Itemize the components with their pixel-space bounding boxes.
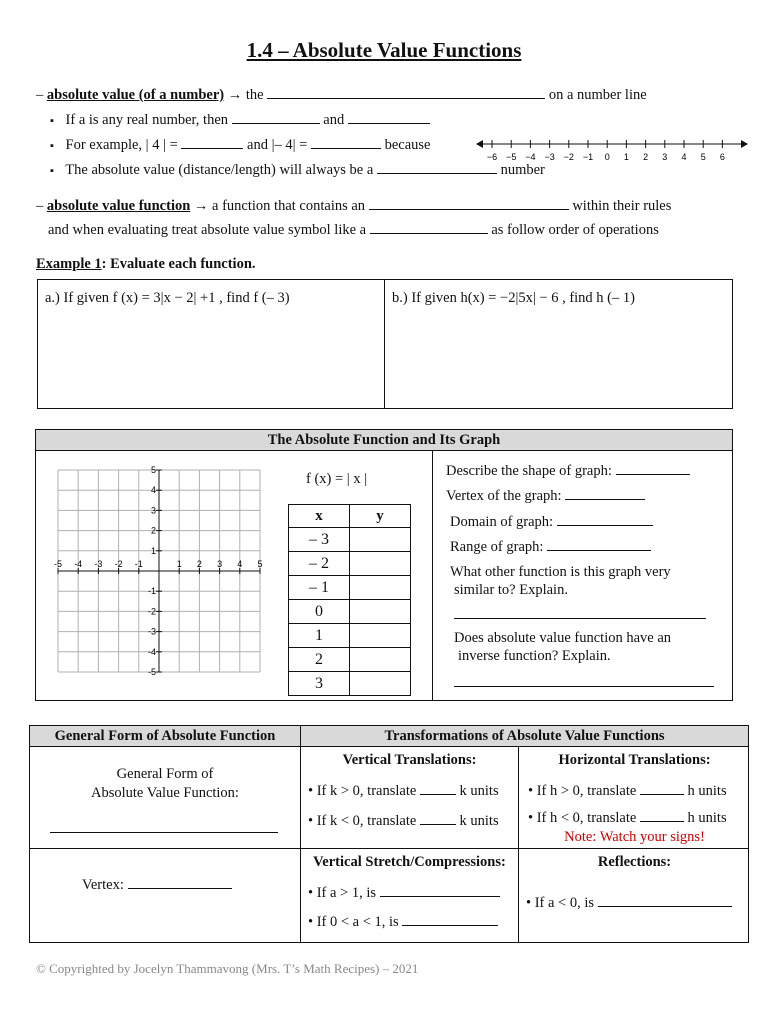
example-1a-prompt: a.) If given f (x) = 3|x − 2| +1 , find f (– 3): [45, 290, 290, 306]
vertical-translations-title: Vertical Translations:: [342, 752, 477, 768]
y-axis-label: 2: [150, 525, 156, 536]
answer-blank[interactable]: [311, 136, 381, 149]
signs-note: Note: Watch your signs!: [564, 829, 705, 845]
number-line-label: 3: [662, 152, 668, 162]
number-line-label: −2: [563, 152, 574, 162]
x-axis-label: -3: [94, 559, 103, 569]
term-absolute-value: absolute value (of a number): [46, 87, 225, 103]
x-value-cell: 3: [289, 672, 350, 696]
answer-blank[interactable]: [370, 221, 488, 234]
y-axis-label: 4: [150, 485, 156, 496]
y-value-cell[interactable]: [350, 600, 411, 624]
table-row: [289, 672, 411, 696]
reflection-rule: • If a < 0, is: [526, 894, 732, 912]
answer-blank[interactable]: [267, 86, 545, 99]
x-value-cell: 2: [289, 648, 350, 672]
y-axis-label: -1: [147, 586, 156, 597]
page-title: 1.4 – Absolute Value Functions: [246, 38, 522, 62]
x-value-cell: – 1: [289, 576, 350, 600]
vs-rule-1: • If a > 1, is: [308, 884, 500, 902]
xy-table: [288, 504, 411, 696]
arrow-right-icon: [741, 140, 748, 148]
x-axis-label: 4: [237, 559, 243, 569]
answer-blank[interactable]: [565, 487, 645, 500]
example-1b-prompt: b.) If given h(x) = −2|5x| − 6 , find h (– 1): [392, 290, 635, 306]
transformations-section: [29, 725, 749, 943]
x-value-cell: – 2: [289, 552, 350, 576]
graph-section-header: The Absolute Function and Its Graph: [36, 430, 732, 451]
answer-line[interactable]: [454, 606, 706, 619]
answer-blank[interactable]: [380, 884, 500, 897]
x-axis-label: 3: [217, 559, 223, 569]
vertical-stretch-title: Vertical Stretch/Compressions:: [313, 854, 506, 870]
x-axis-label: 5: [257, 559, 263, 569]
y-axis-label: -5: [147, 667, 156, 677]
answer-blank[interactable]: [181, 136, 243, 149]
copyright-footer: © Copyrighted by Jocelyn Thammavong (Mrs. T’s Math Recipes) – 2021: [36, 961, 419, 976]
answer-blank[interactable]: [402, 913, 498, 926]
answer-blank[interactable]: [232, 111, 320, 124]
answer-blank[interactable]: [369, 197, 569, 210]
abs-function-definition: – absolute value function → a function that contains an within their rules: [36, 198, 672, 214]
answer-blank[interactable]: [616, 462, 690, 475]
ht-rule-2: • If h < 0, translate h units: [528, 810, 727, 826]
answer-blank[interactable]: [348, 111, 430, 124]
number-line-label: −4: [525, 152, 536, 162]
number-line: [476, 134, 748, 164]
work-area-a[interactable]: [40, 314, 380, 406]
bullet-item: ▪ The absolute value (distance/length) will always be a number: [50, 161, 545, 179]
coordinate-grid[interactable]: [46, 460, 278, 690]
bullet-item: ▪ For example, | 4 | = and |– 4| = because: [50, 136, 430, 154]
number-line-label: 5: [700, 152, 706, 162]
x-value-cell: 0: [289, 600, 350, 624]
work-area-b[interactable]: [388, 314, 728, 406]
table-header-x: x: [289, 505, 350, 528]
table-row: [289, 552, 411, 576]
answer-blank[interactable]: [557, 513, 653, 526]
question-range: Range of graph:: [450, 538, 651, 556]
example-1-heading: Example 1: Evaluate each function.: [36, 256, 256, 272]
answer-blank[interactable]: [640, 782, 684, 795]
number-line-label: 0: [604, 152, 610, 162]
x-axis-label: -1: [134, 559, 143, 569]
number-line-label: 4: [681, 152, 687, 162]
table-row: [289, 648, 411, 672]
question-shape: Describe the shape of graph:: [446, 462, 690, 480]
question-inverse-line1: Does absolute value function have an: [454, 630, 672, 646]
y-axis-label: -2: [147, 606, 156, 617]
table-row: [289, 528, 411, 552]
x-value-cell: – 3: [289, 528, 350, 552]
y-axis-label: 5: [150, 465, 156, 475]
example-1-box: [37, 279, 733, 409]
answer-blank[interactable]: [128, 876, 232, 889]
y-axis-label: 3: [150, 505, 156, 516]
answer-blank[interactable]: [598, 894, 732, 907]
number-line-label: −6: [486, 152, 498, 162]
x-value-cell: 1: [289, 624, 350, 648]
horizontal-translations-title: Horizontal Translations:: [558, 752, 711, 768]
number-line-label: 1: [623, 152, 629, 162]
vt-rule-2: • If k < 0, translate k units: [308, 813, 499, 829]
number-line-label: −1: [582, 152, 594, 162]
y-value-cell[interactable]: [350, 672, 411, 696]
table-row: [289, 576, 411, 600]
x-axis-label: 2: [196, 559, 202, 569]
y-value-cell[interactable]: [350, 552, 411, 576]
y-value-cell[interactable]: [350, 528, 411, 552]
x-axis-label: -2: [114, 559, 123, 569]
y-axis-label: -4: [147, 646, 156, 657]
question-similar-line2: similar to? Explain.: [454, 582, 568, 598]
function-label: f (x) = | x |: [306, 471, 368, 487]
answer-blank[interactable]: [420, 782, 456, 795]
vs-rule-2: • If 0 < a < 1, is: [308, 913, 498, 931]
arrow-left-icon: [476, 140, 483, 148]
vertex-row: Vertex:: [82, 876, 232, 894]
bullet-item: ▪ If a is any real number, then and: [50, 111, 430, 129]
transformations-header: Transformations of Absolute Value Functions: [301, 726, 748, 747]
table-header-y: y: [350, 505, 411, 528]
y-value-cell[interactable]: [350, 624, 411, 648]
general-form-answer-line[interactable]: [50, 818, 278, 833]
number-line-label: −3: [544, 152, 555, 162]
y-axis-label: -3: [147, 626, 156, 637]
question-similar-line1: What other function is this graph very: [450, 564, 671, 580]
answer-line[interactable]: [454, 674, 714, 687]
y-value-cell[interactable]: [350, 576, 411, 600]
vt-rule-1: • If k > 0, translate k units: [308, 783, 499, 799]
number-line-label: −5: [506, 152, 517, 162]
abs-value-definition: – absolute value (of a number) → the on a number line: [36, 87, 647, 103]
x-axis-label: -4: [74, 559, 83, 569]
number-line-label: 2: [643, 152, 649, 162]
question-domain: Domain of graph:: [450, 513, 653, 531]
table-row: [289, 624, 411, 648]
graph-section: [35, 429, 733, 701]
table-row: [289, 600, 411, 624]
y-axis-label: 1: [150, 545, 156, 556]
term-absolute-value-function: absolute value function: [46, 198, 191, 214]
question-vertex: Vertex of the graph:: [446, 487, 645, 505]
question-inverse-line2: inverse function? Explain.: [458, 648, 611, 664]
answer-blank[interactable]: [547, 538, 651, 551]
y-value-cell[interactable]: [350, 648, 411, 672]
answer-blank[interactable]: [640, 809, 684, 822]
number-line-label: 6: [719, 152, 725, 162]
abs-function-definition-line2: and when evaluating treat absolute value symbol like a as follow order of operations: [48, 222, 659, 238]
reflections-title: Reflections:: [597, 854, 672, 870]
general-form-label-1: General Form of: [116, 766, 214, 782]
general-form-label-2: Absolute Value Function:: [91, 785, 239, 801]
answer-blank[interactable]: [420, 812, 456, 825]
x-axis-label: 1: [176, 559, 182, 569]
general-form-header: General Form of Absolute Function: [30, 726, 301, 747]
ht-rule-1: • If h > 0, translate h units: [528, 783, 727, 799]
x-axis-label: -5: [53, 559, 63, 569]
